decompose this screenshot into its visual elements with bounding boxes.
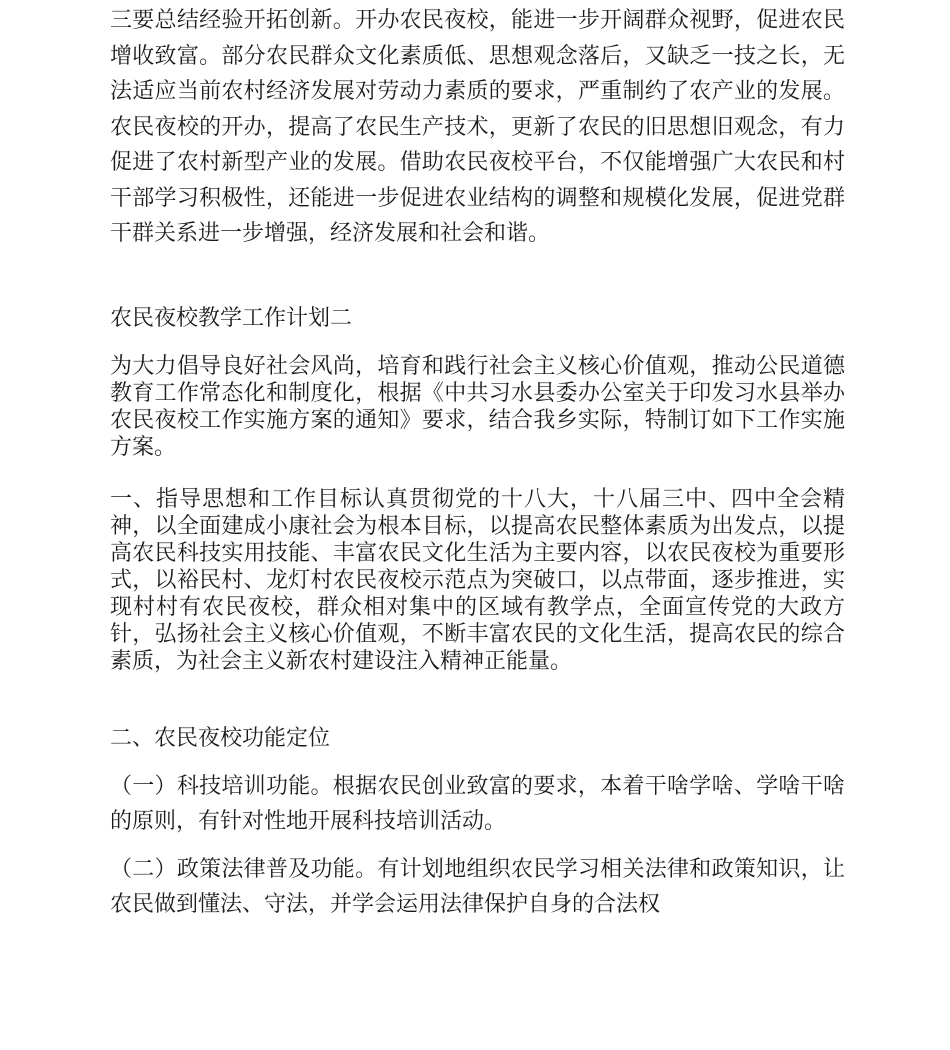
section-heading-function-positioning: 二、农民夜校功能定位 <box>110 726 331 751</box>
paragraph-tech-training: （一）科技培训功能。根据农民创业致富的要求，本着干啥学啥、学啥干啥的原则，有针对性地开展科技培训活动。 <box>110 774 845 834</box>
section-title-plan-two: 农民夜校教学工作计划二 <box>110 306 353 331</box>
paragraph-summary-innovation: 三要总结经验开拓创新。开办农民夜校，能进一步开阔群众视野，促进农民增收致富。部分农民群众文化素质低、思想观念落后，又缺乏一技之长，无法适应当前农村经济发展对劳动力素质的要求，严重制约了农产业的发展。农民夜校的开办，提高了农民生产技术，更新了农民的旧思想旧观念，有力促进了农村新型产业的发展。借助农民夜校平台，不仅能增强广大农民和村干部学习积极性，还能进一步促进农业结构的调整和规模化发展，促进党群干群关系进一步增强，经济发展和社会和谐。 <box>110 8 845 246</box>
paragraph-policy-law: （二）政策法律普及功能。有计划地组织农民学习相关法律和政策知识，让农民做到懂法、守法，并学会运用法律保护自身的合法权 <box>110 857 845 917</box>
paragraph-plan-intro: 为大力倡导良好社会风尚，培育和践行社会主义核心价值观，推动公民道德教育工作常态化和制度化，根据《中共习水县委办公室关于印发习水县举办农民夜校工作实施方案的通知》要求，结合我乡实际，特制订如下工作实施方案。 <box>110 354 845 460</box>
paragraph-guiding-ideology: 一、指导思想和工作目标认真贯彻党的十八大，十八届三中、四中全会精神，以全面建成小康社会为根本目标，以提高农民整体素质为出发点，以提高农民科技实用技能、丰富农民文化生活为主要内容，以农民夜校为重要形式，以裕民村、龙灯村农民夜校示范点为突破口，以点带面，逐步推进，实现村村有农民夜校，群众相对集中的区域有教学点，全面宣传党的大政方针，弘扬社会主义核心价值观，不断丰富农民的文化生活，提高农民的综合素质，为社会主义新农村建设注入精神正能量。 <box>110 487 845 674</box>
